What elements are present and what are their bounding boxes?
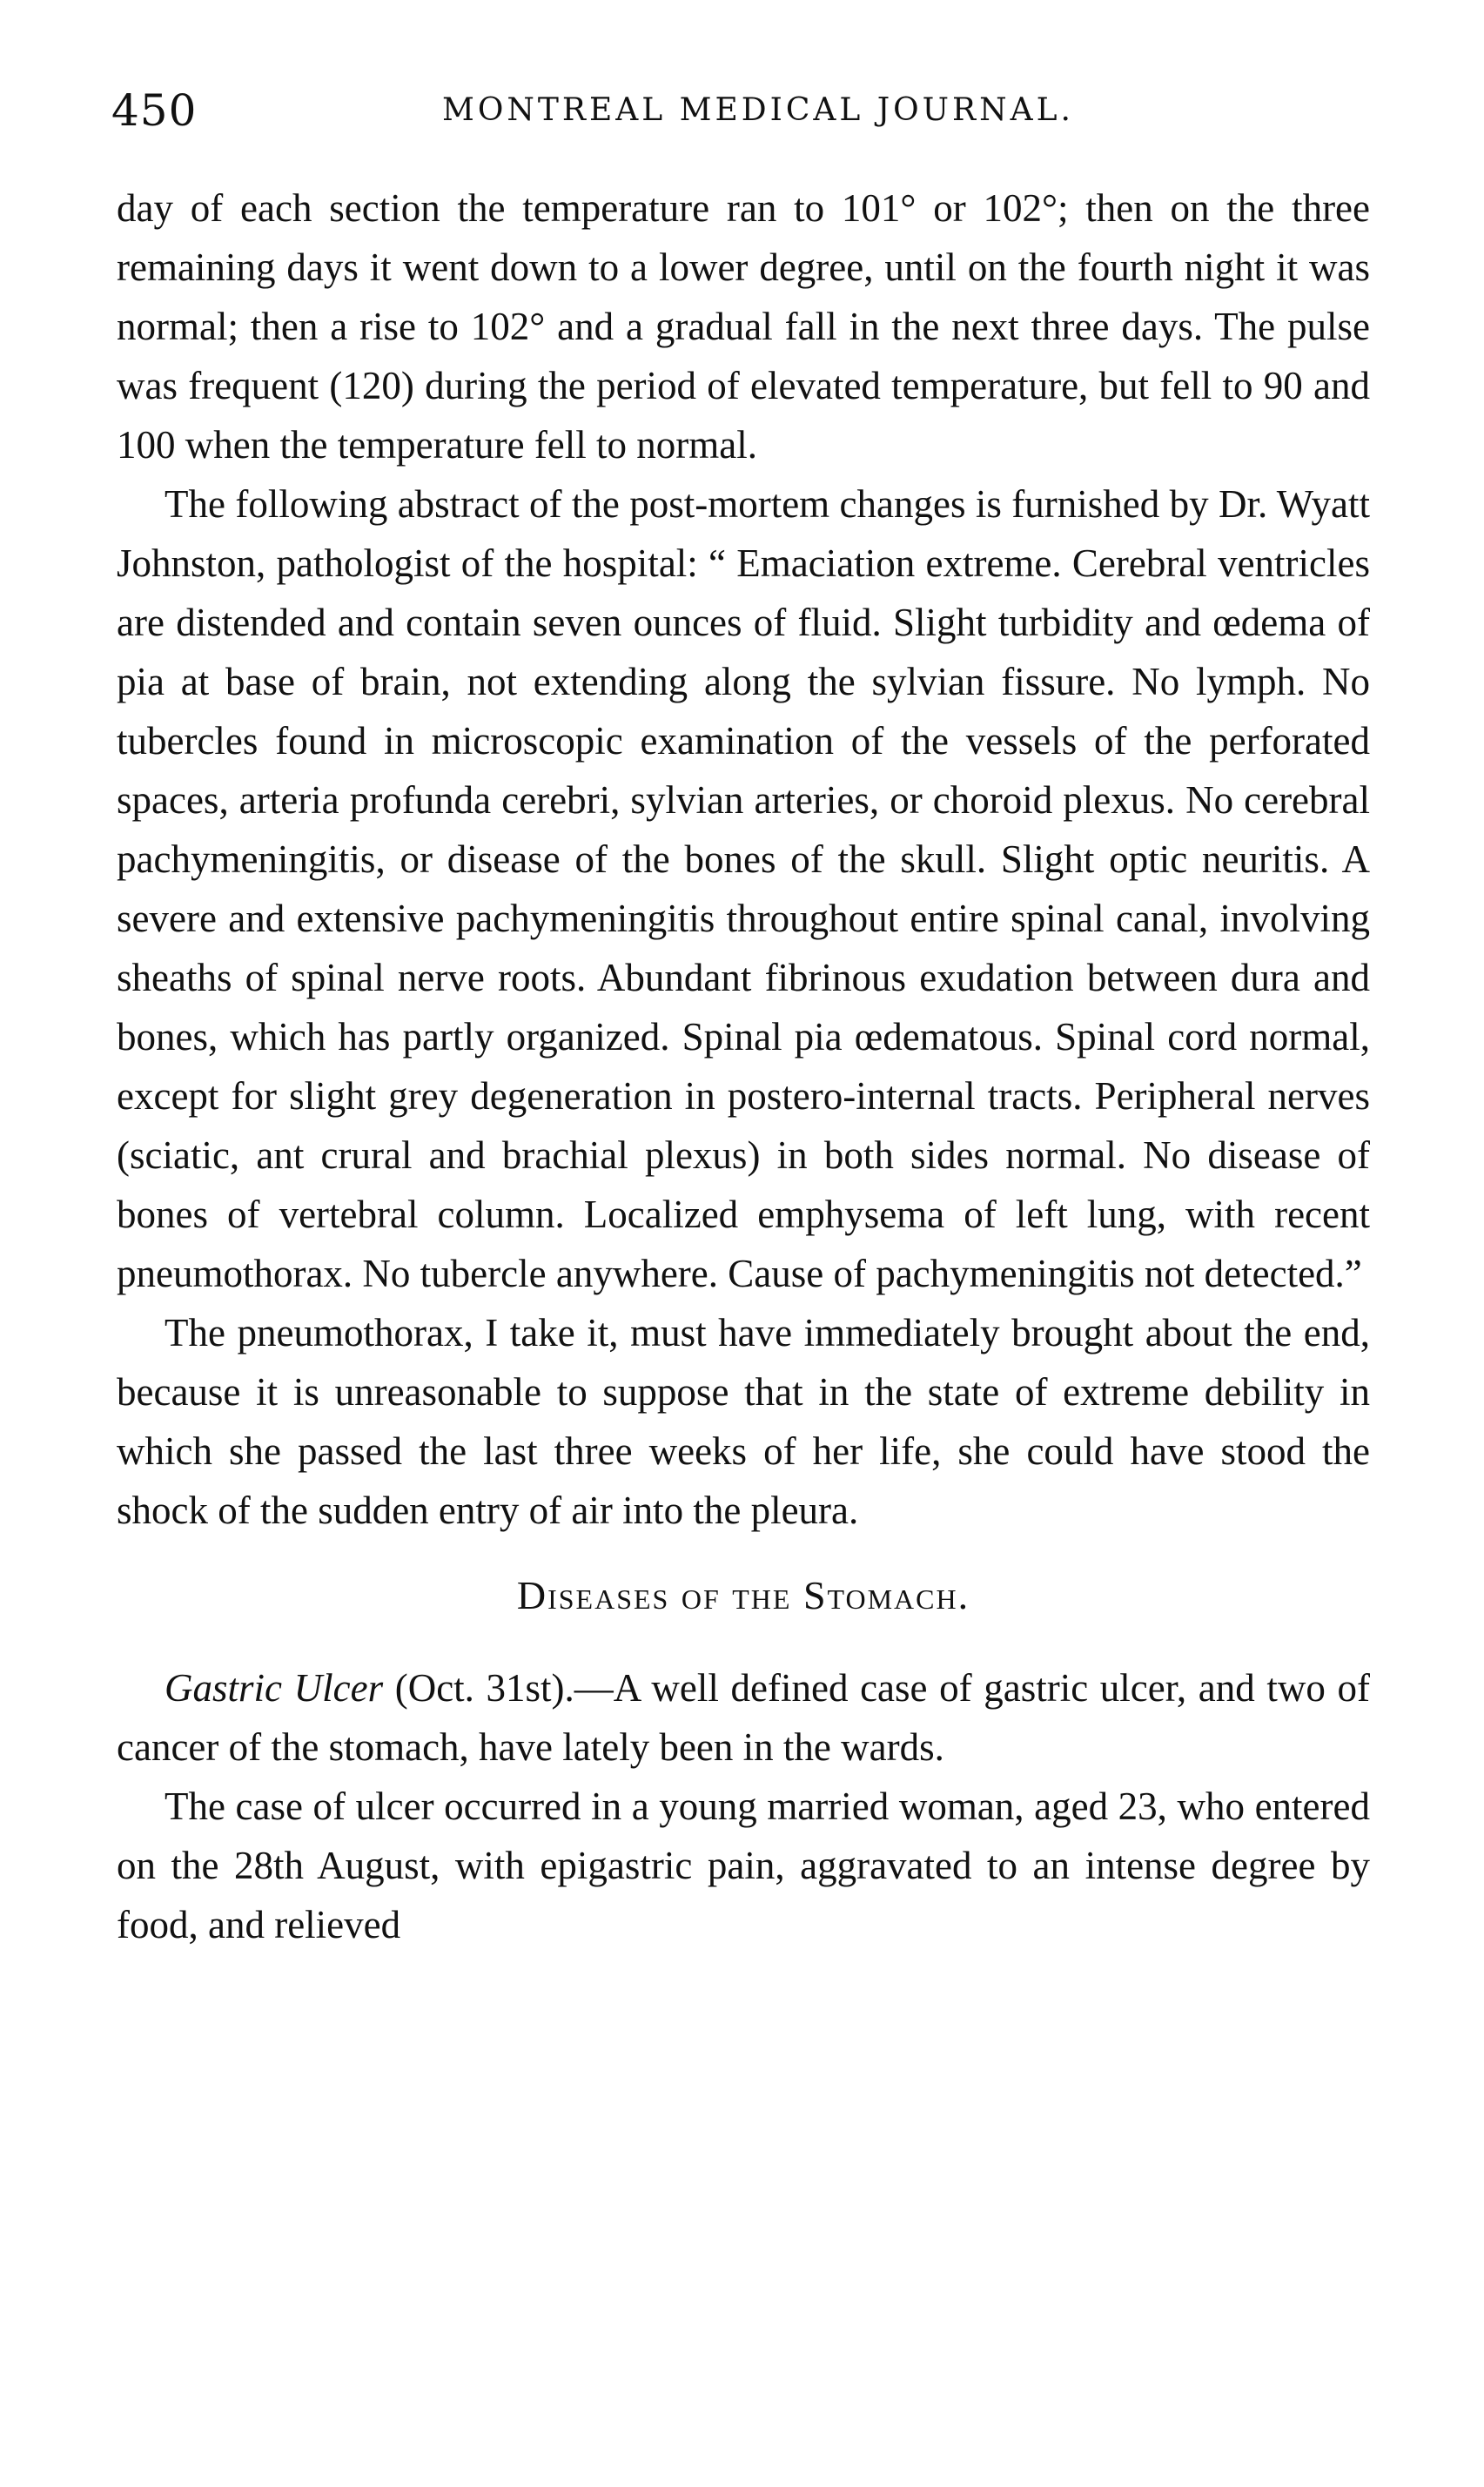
- paragraph-temperature: day of each section the temperature ran to 101° or 102°; then on the three remaining days it went down to a lower degree, until on the fourth night it was normal; then a rise to 102° and a gradual fall in the next three days. The pulse was frequent (120) during the period of elevated temperature, but fell to 90 and 100 when the temperature fell to normal.: [117, 186, 1370, 467]
- gastric-ulcer-title: Gastric Ulcer: [165, 1666, 384, 1710]
- paragraph-gastric-ulcer: [117, 1658, 1370, 1777]
- paragraph-ulcer-case: The case of ulcer occurred in a young married woman, aged 23, who entered on the 28th August, with epigastric pain, aggravated to an intense degree by food, and relieved: [117, 1785, 1370, 1946]
- journal-title: MONTREAL MEDICAL JOURNAL.: [442, 92, 1074, 128]
- running-head: [111, 85, 1365, 138]
- paragraph-post-mortem: The following abstract of the post-mortem changes is furnished by Dr. Wyatt Johnston, pathologist of the hospital: “ Emaciation extreme. Cerebral ventricles are distended and contain seven ounces of fluid. Slight turbidity and œdema of pia at base of brain, not extending along the sylvian fissure. No lymph. No tubercles found in microscopic examination of the vessels of the perforated spaces, arteria profunda cerebri, sylvian arteries, or choroid plexus. No cerebral pachymeningitis, or disease of the bones of the skull. Slight optic neuritis. A severe and extensive pachymeningitis throughout entire spinal canal, involving sheaths of spinal nerve roots. Abundant fibrinous exudation between dura and bones, which has partly organized. Spinal pia œdematous. Spinal cord normal, except for slight grey degeneration in postero-internal tracts. Peripheral nerves (sciatic, ant crural and brachial plexus) in both sides normal. No disease of bones of vertebral column. Localized emphysema of left lung, with recent pneumothorax. No tubercle anywhere. Cause of pachymeningitis not detected.”: [117, 482, 1370, 1295]
- paragraph-pneumothorax: The pneumothorax, I take it, must have immediately brought about the end, because it is unreasonable to suppose that in the state of extreme debility in which she passed the last three weeks of her life, she could have stood the shock of the sudden entry of air into the pleura.: [117, 1311, 1370, 1532]
- body-text: [117, 178, 1370, 1954]
- gastric-ulcer-text: (Oct. 31st).—A well defined case of gastric ulcer, and two of cancer of the stomach, have lately been in the wards.: [117, 1666, 1371, 1769]
- section-heading: Diseases of the Stomach.: [516, 1573, 970, 1617]
- page-number: 450: [111, 85, 198, 136]
